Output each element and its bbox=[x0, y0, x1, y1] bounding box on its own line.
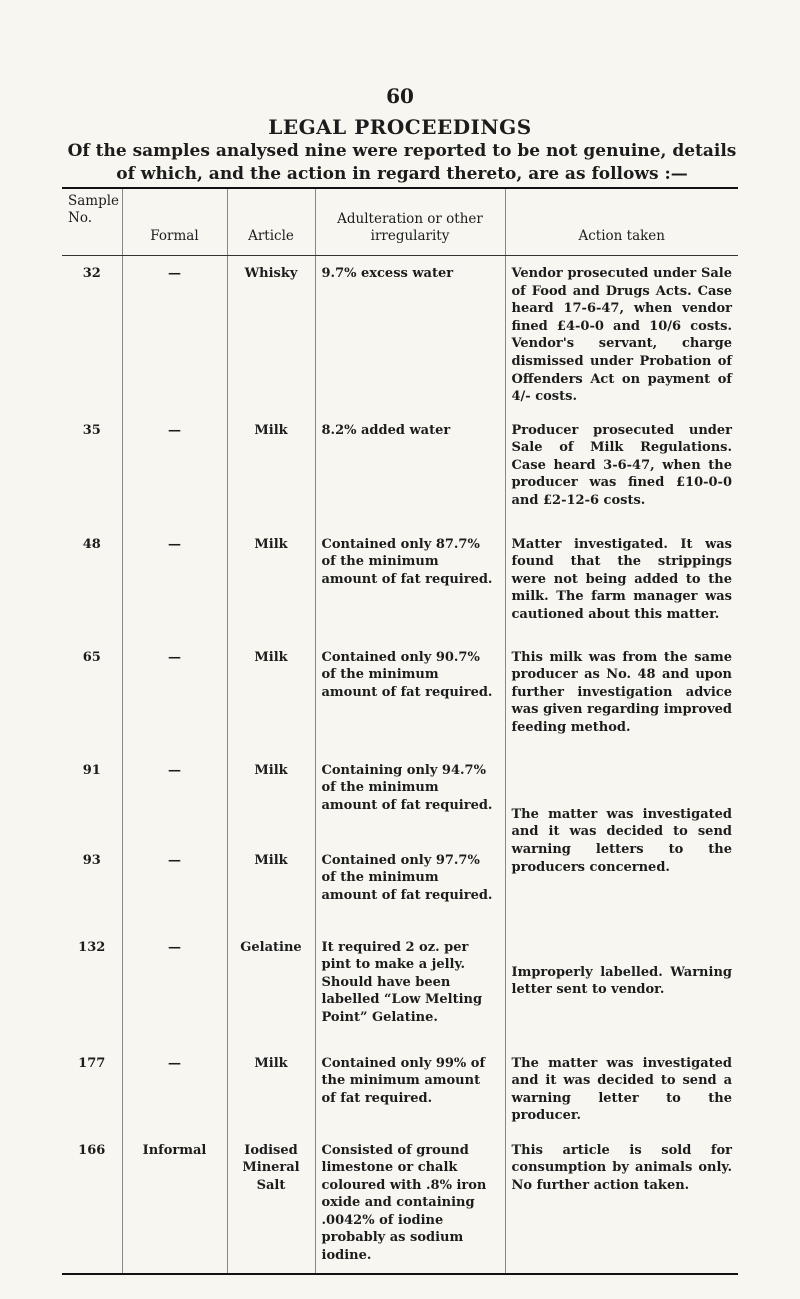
irregularity-cell: 8.2% added water bbox=[315, 422, 505, 536]
irregularity-cell: Consisted of ground limestone or chalk coloured with .8% iron oxide and containing .0042% of iodine probably as sodium iodine. bbox=[315, 1142, 505, 1274]
article-cell: Milk bbox=[227, 649, 315, 762]
irregularity-cell: It required 2 oz. per pint to make a jelly. Should have been labelled “Low Melting Point” Gelatine. bbox=[315, 939, 505, 1055]
irregularity-cell: Contained only 87.7% of the minimum amount of fat required. bbox=[315, 536, 505, 649]
page-number: 60 bbox=[386, 84, 414, 108]
column-header-irregularity: Adulteration or other irregularity bbox=[315, 188, 505, 256]
sample-no-cell: 48 bbox=[82, 536, 101, 552]
article-cell: Iodised Mineral Salt bbox=[227, 1142, 315, 1274]
column-header-article: Article bbox=[227, 188, 315, 256]
sample-no-cell: 166 bbox=[78, 1142, 106, 1158]
action-cell: Vendor prosecuted under Sale of Food and Drugs Acts. Case heard 17-6-47, when vendor fined £4-0-0 and 10/6 costs. Vendor's servant, charge dismissed under Probation of Offenders Act on payment of 4/- costs. bbox=[505, 256, 738, 422]
irregularity-cell: Contained only 97.7% of the minimum amount of fat required. bbox=[315, 852, 505, 939]
formal-cell: — bbox=[122, 852, 227, 939]
action-cell: Matter investigated. It was found that the strippings were not being added to the milk. The farm manager was cautioned about this matter. bbox=[505, 536, 738, 649]
sample-no-cell: 32 bbox=[82, 266, 101, 281]
action-cell: This milk was from the same producer as No. 48 and upon further investigation advice was given regarding improved feeding method. bbox=[505, 649, 738, 762]
formal-cell: — bbox=[122, 762, 227, 852]
sample-no-cell: 91 bbox=[82, 762, 101, 778]
table-row bbox=[62, 939, 738, 1055]
article-cell: Milk bbox=[227, 762, 315, 852]
table-header-row bbox=[62, 188, 738, 256]
formal-cell: — bbox=[122, 649, 227, 762]
action-cell: The matter was investigated and it was decided to send a warning letter to the producer. bbox=[505, 1055, 738, 1142]
action-cell: Producer prosecuted under Sale of Milk Regulations. Case heard 3-6-47, when the producer was fined £10-0-0 and £2-12-6 costs. bbox=[505, 422, 738, 536]
formal-cell: — bbox=[122, 256, 227, 422]
formal-cell: Informal bbox=[122, 1142, 227, 1274]
irregularity-cell: Contained only 99% of the minimum amount of fat required. bbox=[315, 1055, 505, 1142]
article-cell: Milk bbox=[227, 1055, 315, 1142]
sample-no-cell: 132 bbox=[78, 939, 106, 955]
formal-cell: — bbox=[122, 1055, 227, 1142]
irregularity-cell: 9.7% excess water bbox=[315, 256, 505, 422]
sample-no-cell: 177 bbox=[78, 1055, 106, 1071]
table-row bbox=[62, 536, 738, 649]
table-row bbox=[62, 422, 738, 536]
table-row bbox=[62, 256, 738, 422]
sample-no-cell: 93 bbox=[82, 852, 101, 868]
irregularity-cell: Contained only 90.7% of the minimum amount of fat required. bbox=[315, 649, 505, 762]
column-header-sample-no: Sample No. bbox=[62, 188, 122, 256]
article-cell: Gelatine bbox=[227, 939, 315, 1055]
intro-paragraph: Of the samples analysed nine were reported to be not genuine, details of which, and the action in regard thereto, are as follows :— bbox=[67, 141, 737, 184]
action-cell: This article is sold for consumption by animals only. No further action taken. bbox=[505, 1142, 738, 1274]
table-row bbox=[62, 649, 738, 762]
sample-no-cell: 65 bbox=[82, 649, 101, 665]
article-cell: Milk bbox=[227, 852, 315, 939]
sample-no-cell: 35 bbox=[82, 422, 101, 438]
column-header-formal: Formal bbox=[122, 188, 227, 256]
table-row bbox=[62, 1055, 738, 1142]
column-header-action: Action taken bbox=[505, 188, 738, 256]
formal-cell: — bbox=[122, 536, 227, 649]
irregularity-cell: Containing only 94.7% of the minimum amount of fat required. bbox=[315, 762, 505, 852]
table-row bbox=[62, 762, 738, 852]
action-cell: The matter was investigated and it was decided to send warning letters to the producers concerned. bbox=[505, 762, 738, 939]
formal-cell: — bbox=[122, 422, 227, 536]
page-heading: LEGAL PROCEEDINGS bbox=[268, 115, 532, 139]
action-cell: Improperly labelled. Warning letter sent to vendor. bbox=[505, 939, 738, 1055]
samples-table bbox=[62, 187, 738, 1275]
article-cell: Milk bbox=[227, 536, 315, 649]
table-row bbox=[62, 1142, 738, 1274]
article-cell: Whisky bbox=[227, 256, 315, 422]
article-cell: Milk bbox=[227, 422, 315, 536]
formal-cell: — bbox=[122, 939, 227, 1055]
